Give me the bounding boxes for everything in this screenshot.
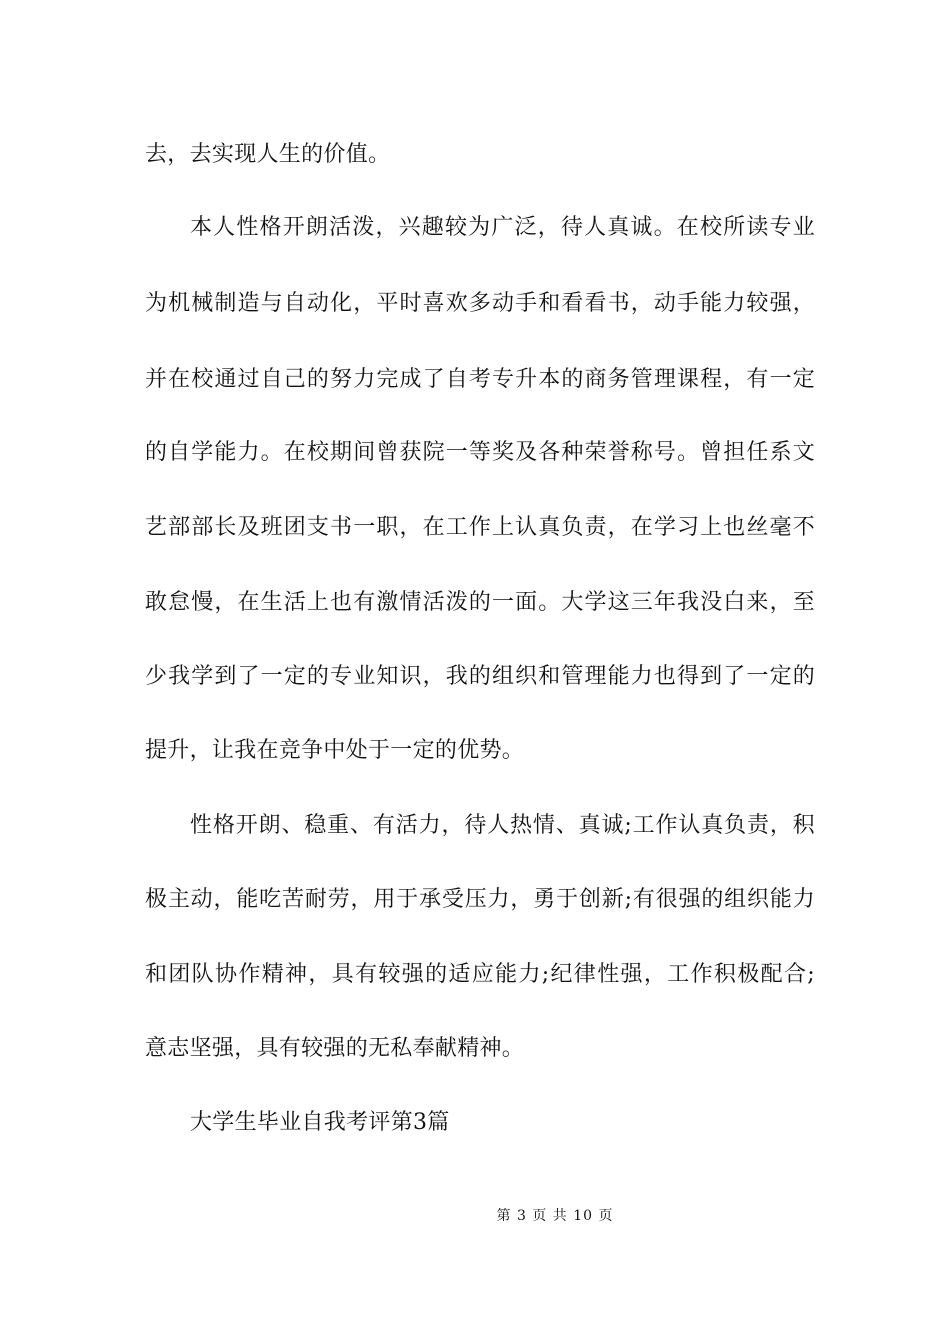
paragraph-line: 本人性格开朗活泼，兴趣较为广泛，待人真诚。在校所读专业 bbox=[190, 215, 815, 240]
paragraph-line: 为机械制造与自动化，平时喜欢多动手和看看书，动手能力较强， bbox=[145, 291, 815, 316]
paragraph-line: 提升，让我在竞争中处于一定的优势。 bbox=[145, 738, 525, 763]
paragraph-line: 意志坚强，具有较强的无私奉献精神。 bbox=[145, 1036, 525, 1061]
paragraph-line: 和团队协作精神，具有较强的适应能力;纪律性强，工作积极配合; bbox=[145, 962, 815, 987]
paragraph-line: 性格开朗、稳重、有活力，待人热情、真诚;工作认真负责，积 bbox=[190, 813, 815, 838]
paragraph-line: 并在校通过自己的努力完成了自考专升本的商务管理课程，有一定 bbox=[145, 367, 815, 392]
page-footer: 第 3 页 共 10 页 bbox=[496, 1208, 614, 1224]
paragraph-line: 艺部部长及班团支书一职，在工作上认真负责，在学习上也丝毫不 bbox=[145, 515, 815, 540]
paragraph-line: 极主动，能吃苦耐劳，用于承受压力，勇于创新;有很强的组织能力 bbox=[145, 887, 815, 912]
paragraph-line: 少我学到了一定的专业知识，我的组织和管理能力也得到了一定的 bbox=[145, 664, 815, 689]
paragraph-line: 敢怠慢，在生活上也有激情活泼的一面。大学这三年我没白来，至 bbox=[145, 590, 815, 615]
paragraph-line: 的自学能力。在校期间曾获院一等奖及各种荣誉称号。曾担任系文 bbox=[145, 440, 815, 465]
paragraph-continuation-line: 去，去实现人生的价值。 bbox=[145, 142, 391, 167]
section-heading: 大学生毕业自我考评第3篇 bbox=[190, 1110, 450, 1135]
